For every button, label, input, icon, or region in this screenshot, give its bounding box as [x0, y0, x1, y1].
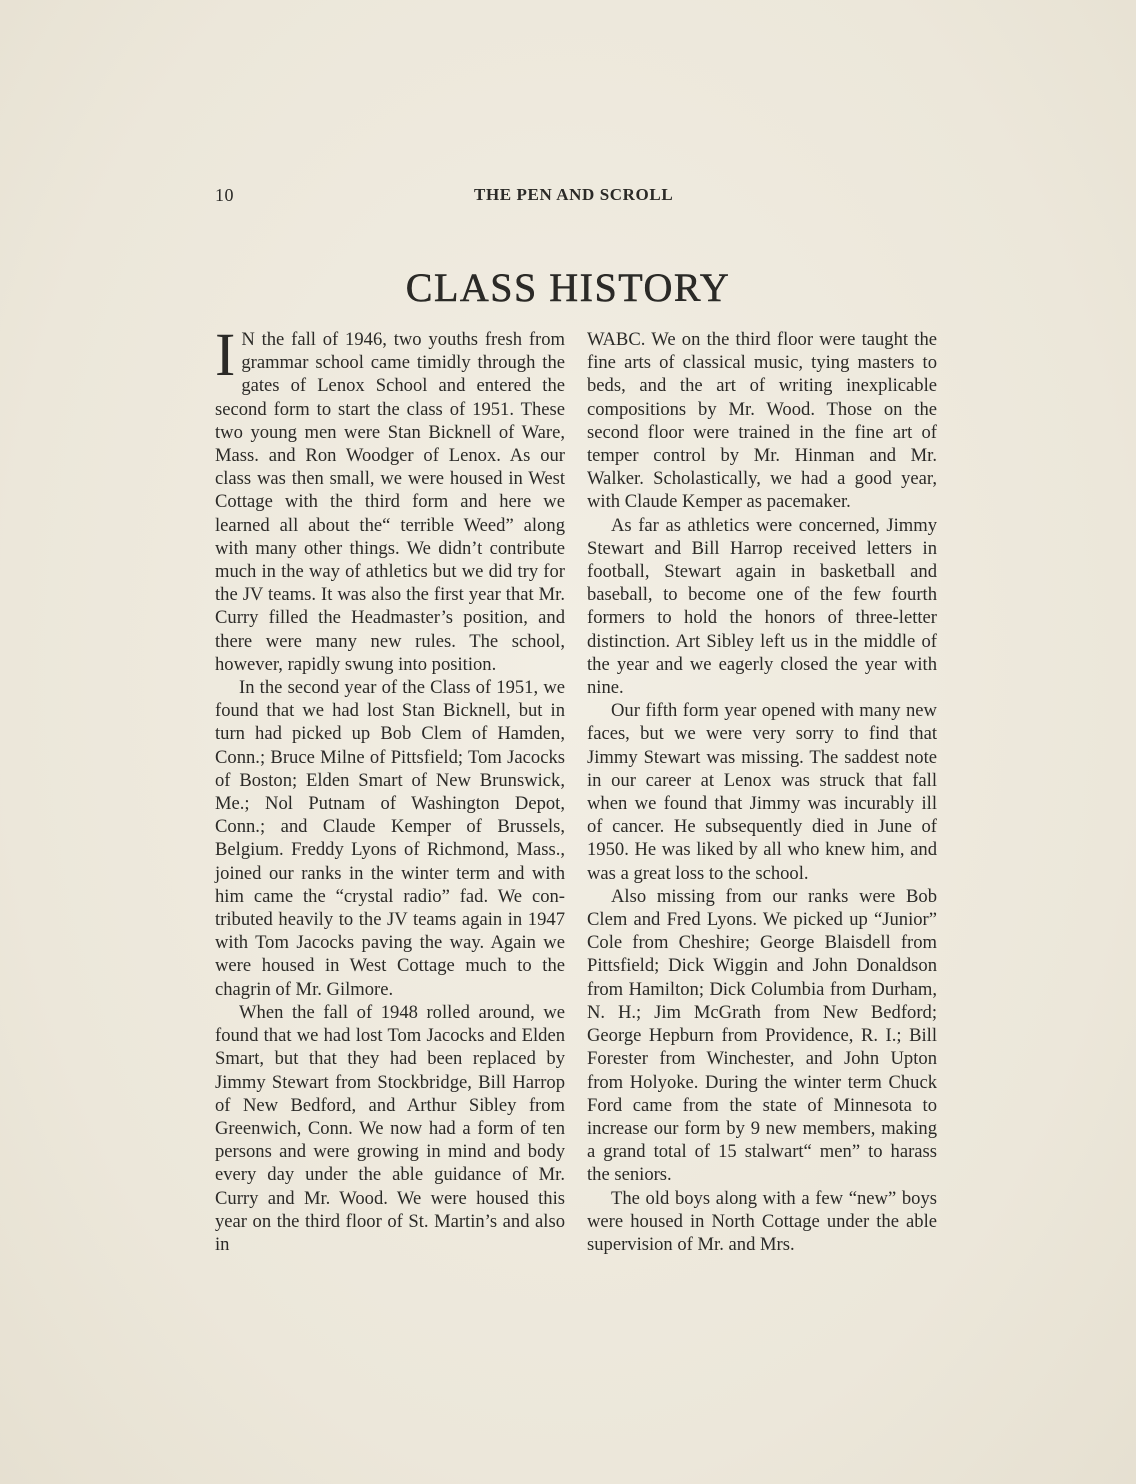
drop-cap: I: [215, 322, 236, 389]
text-column-right: [587, 328, 937, 1256]
paragraph-text: N the fall of 1946, two youths fresh from grammar school came timidly through the gates of Lenox School and entered the second form to start the class of 1951. These two young men were Stan Bicknell of Ware, Mass. and Ron Woodger of Lenox. As our class was then small, we were housed in West Cottage with the third form and here we learned all about the“ terrible Weed” along with many other things. We didn’t contribute much in the way of athletics but we did try for the JV teams. It was also the first year that Mr. Curry filled the Headmaster’s position, and there were many new rules. The school, however, rapidly swung into position.: [215, 329, 565, 675]
running-head: [0, 185, 1136, 209]
article-title: CLASS HISTORY: [405, 265, 731, 310]
text-column-left: [215, 322, 565, 1256]
paragraph: [215, 322, 565, 676]
paragraph: Our fifth form year opened with many new faces, but we were very sorry to find that Jimmy Stewart was missing. The saddest note in our career at Lenox was struck that fall when we found that Jimmy was incurably ill of cancer. He subsequently died in June of 1950. He was liked by all who knew him, and was a great loss to the school.: [587, 700, 937, 884]
page-number: 10: [215, 185, 234, 205]
paragraph: When the fall of 1948 rolled around, we found that we had lost Tom Jacocks and Elden Smart, but that they had been replaced by Jimmy Stewart from Stockbridge, Bill Harrop of New Bedford, and Arthur Sibley from Greenwich, Conn. We now had a form of ten persons and were growing in mind and body every day under the able guidance of Mr. Curry and Mr. Wood. We were housed this year on the third floor of St. Martin’s and also in: [215, 1001, 565, 1255]
paragraph: WABC. We on the third floor were taught the fine arts of classical music, tying masters to beds, and the art of writing inexplicable compositions by Mr. Wood. Those on the second floor were trained in the fine art of temper control by Mr. Hinman and Mr. Walker. Scholastically, we had a good year, with Claude Kemper as pacemaker.: [587, 329, 937, 513]
paragraph: In the second year of the Class of 1951, we found that we had lost Stan Bicknell, but in turn had picked up Bob Clem of Hamden, Conn.; Bruce Milne of Pittsfield; Tom Jacocks of Boston; Elden Smart of New Brunswick, Me.; Nol Putnam of Washington Depot, Conn.; and Claude Kemper of Brussels, Belgium. Freddy Lyons of Richmond, Mass., joined our ranks in the winter term and with him came the “crystal radio” fad. We contributed heavily to the JV teams again in 1947 with Tom Jacocks paving the way. Again we were housed in West Cottage much to the chagrin of Mr. Gilmore.: [215, 677, 565, 1000]
paragraph: As far as athletics were concerned, Jimmy Stewart and Bill Harrop received letters in football, Stewart again in basketball and baseball, to become one of the few fourth formers to hold the honors of three-letter distinction. Art Sibley left us in the middle of the year and we eagerly closed the year with nine.: [587, 514, 937, 699]
paragraph: The old boys along with a few “new” boys were housed in North Cottage under the able supervision of Mr. and Mrs.: [587, 1187, 937, 1255]
journal-title: THE PEN AND SCROLL: [474, 185, 674, 204]
paragraph: Also missing from our ranks were Bob Clem and Fred Lyons. We picked up “Junior” Cole from Cheshire; George Blaisdell from Pittsfield; Dick Wiggin and John Donaldson from Hamilton; Dick Columbia from Durham, N. H.; Jim McGrath from New Bedford; George Hepburn from Providence, R. I.; Bill Forester from Winchester, and John Upton from Holyoke. During the winter term Chuck Ford came from the state of Minnesota to increase our form by 9 new members, making a grand total of 15 stalwart“ men” to harass the seniors.: [587, 885, 937, 1186]
